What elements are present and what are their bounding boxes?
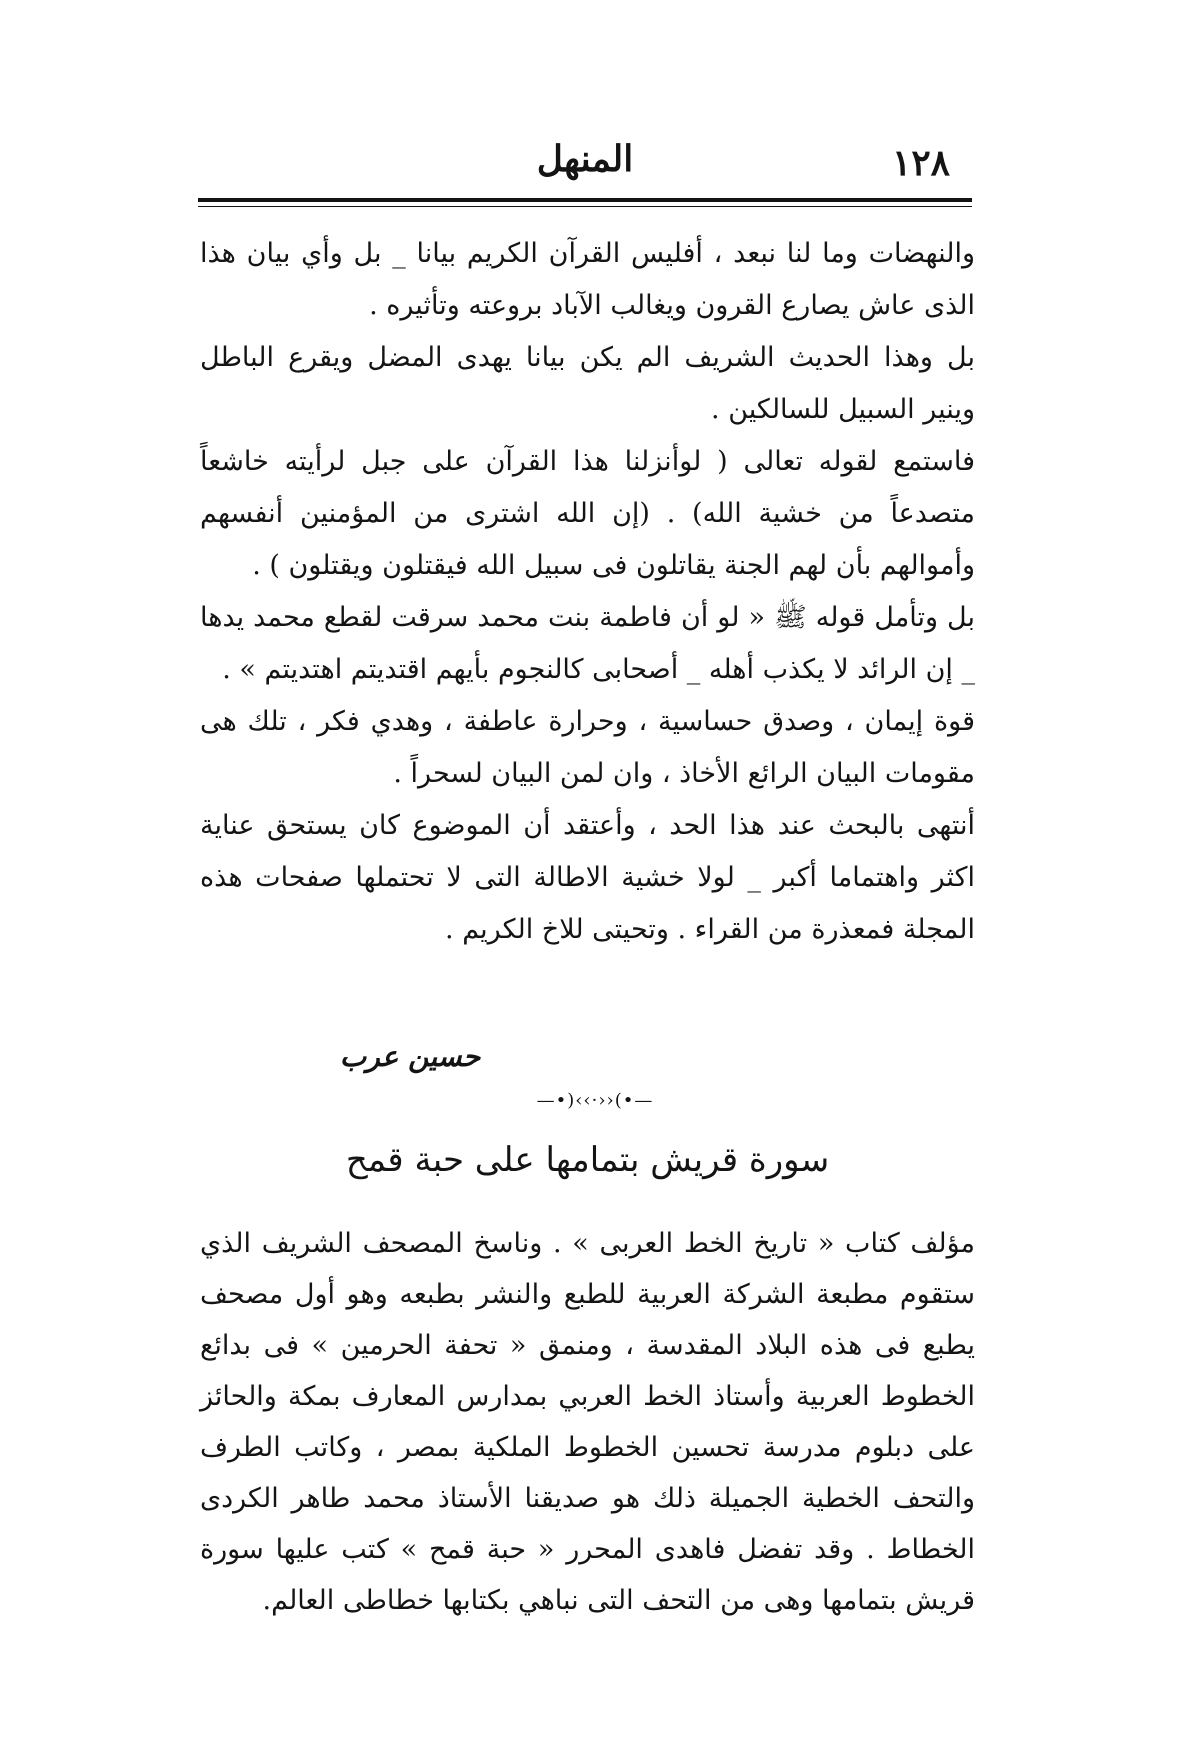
journal-name: المنهل [536, 138, 634, 180]
paragraph: فاستمع لقوله تعالى ( لوأنزلنا هذا القرآن على جبل لرأيته خاشعاً متصدعاً من خشية الله) . (إن الله اشترى من المؤمنين أنفسهم وأموالهم بأن لهم الجنة يقاتلون فى سبيل الله فيقتلون ويقتلون ) . [200, 446, 975, 581]
section-separator: —•)‹‹·››(•— [536, 1090, 654, 1111]
paragraph: بل وتأمل قوله ﷺ « لو أن فاطمة بنت محمد سرقت لقطع محمد يدها _ إن الرائد لا يكذب أهله _ أصحابى كالنجوم بأيهم اقتديتم اهتديتم » . [200, 602, 975, 685]
article-body-2 [200, 1218, 975, 1626]
article-body [200, 228, 975, 956]
header-rule [198, 198, 972, 202]
paragraph: بل وهذا الحديث الشريف الم يكن بيانا يهدى المضل ويقرع الباطل وينير السبيل للسالكين . [200, 342, 975, 425]
paragraph: قوة إيمان ، وصدق حساسية ، وحرارة عاطفة ، وهدي فكر ، تلك هى مقومات البيان الرائع الأخاذ ، وان لمن البيان لسحراً . [200, 706, 975, 789]
author-signature: حسين عرب [339, 1040, 481, 1073]
article-title: سورة قريش بتمامها على حبة قمح [345, 1140, 830, 1180]
paragraph: والنهضات وما لنا نبعد ، أفليس القرآن الكريم بيانا _ بل وأي بيان هذا الذى عاش يصارع القرون ويغالب الآباد بروعته وتأثيره . [200, 238, 975, 321]
page-number: ١٢٨ [891, 142, 950, 184]
header-rule-thin [198, 206, 972, 207]
page-header [200, 138, 970, 198]
paragraph: مؤلف كتاب « تاريخ الخط العربى » . وناسخ المصحف الشريف الذي ستقوم مطبعة الشركة العربية للطبع والنشر بطبعه وهو أول مصحف يطبع فى هذه البلاد المقدسة ، ومنمق « تحفة الحرمين » فى بدائع الخطوط العربية وأستاذ الخط العربي بمدارس المعارف بمكة والحائز على دبلوم مدرسة تحسين الخطوط الملكية بمصر ، وكاتب الطرف والتحف الخطية الجميلة ذلك هو صديقنا الأستاذ محمد طاهر الكردى الخطاط . وقد تفضل فاهدى المحرر « حبة قمح » كتب عليها سورة قريش بتمامها وهى من التحف التى نباهي بكتابها خطاطى العالم. [200, 1228, 975, 1616]
paragraph: أنتهى بالبحث عند هذا الحد ، وأعتقد أن الموضوع كان يستحق عناية اكثر واهتماما أكبر _ لولا خشية الاطالة التى لا تحتملها صفحات هذه المجلة فمعذرة من القراء . وتحيتى للاخ الكريم . [200, 810, 975, 945]
